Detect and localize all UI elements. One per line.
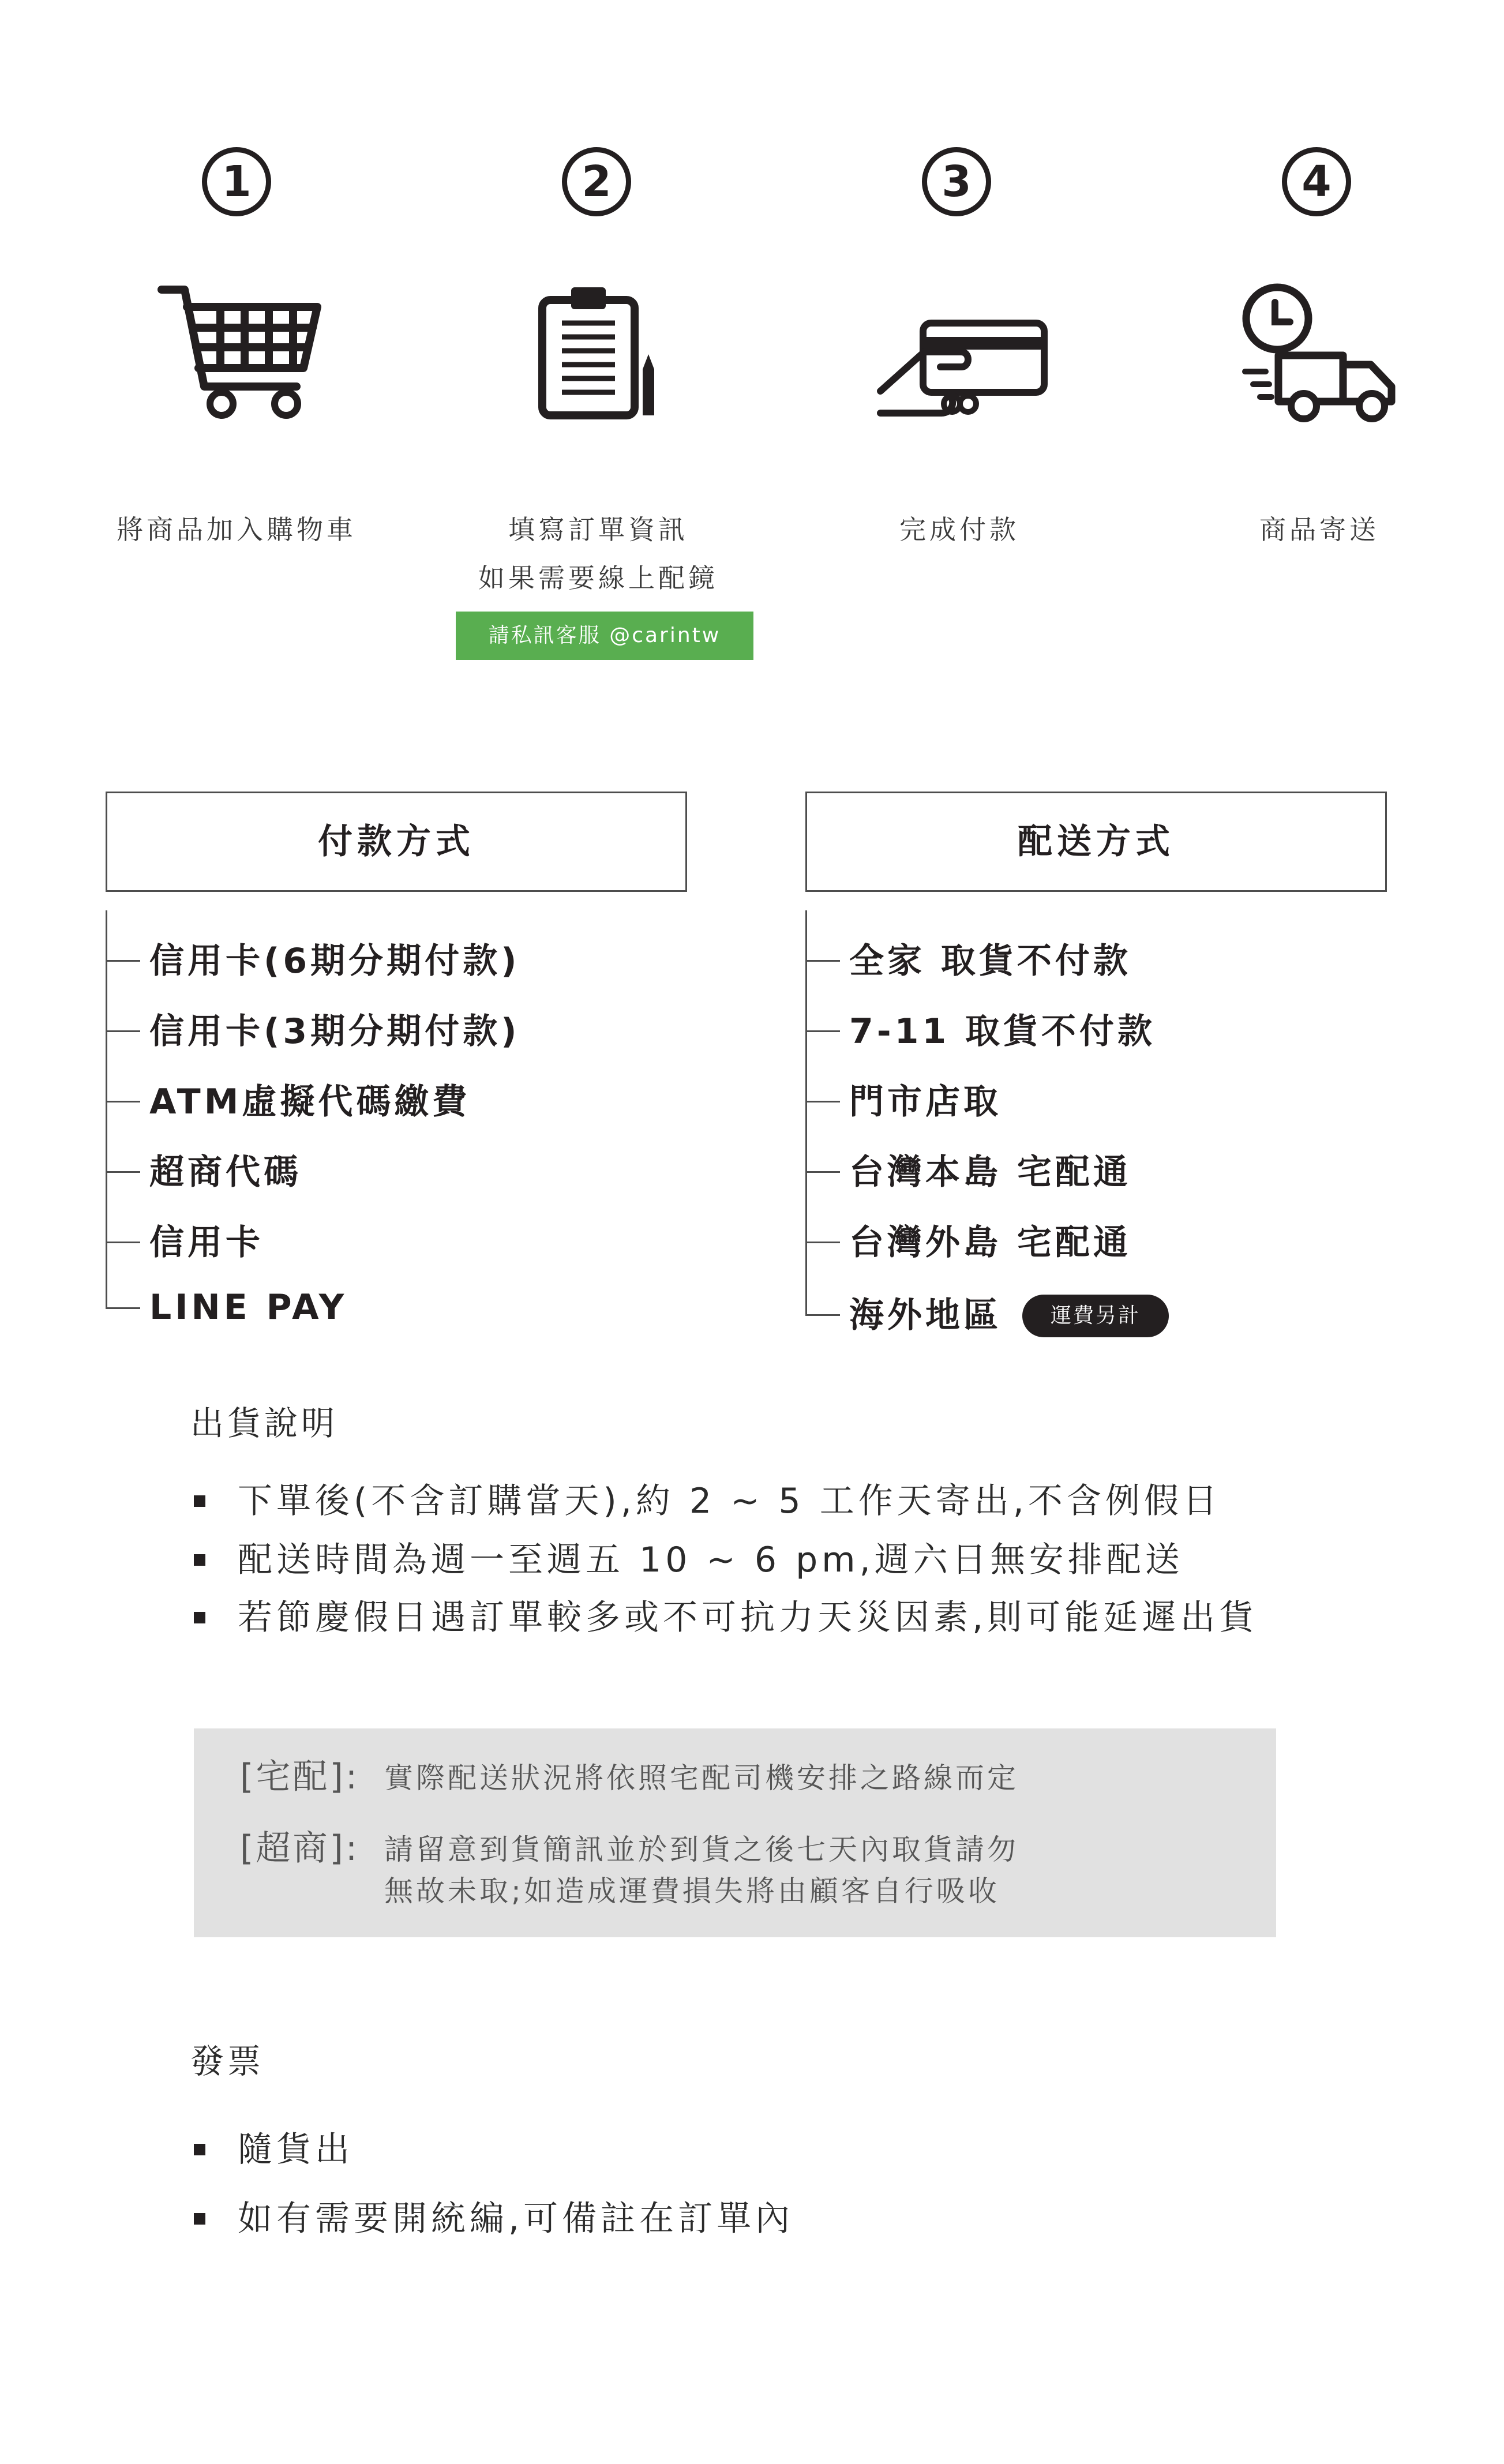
shopping-cart-icon: [157, 282, 330, 420]
store-pickup-tag: [超商]:: [240, 1828, 360, 1869]
payment-methods-header: 付款方式: [106, 792, 687, 892]
step-3-label: 完成付款: [899, 514, 1019, 545]
contact-badge[interactable]: 請私訊客服 @carintw: [456, 612, 753, 660]
shipping-fee-badge: 運費另計: [1022, 1295, 1169, 1337]
step-2-sub-label: 如果需要線上配鏡: [478, 562, 718, 594]
delivery-truck-icon: [1240, 280, 1402, 425]
delivery-tree-line: [805, 910, 807, 1316]
step-4-label: 商品寄送: [1259, 514, 1379, 545]
home-delivery-note: 實際配送狀況將依照宅配司機安排之路線而定: [384, 1761, 1019, 1795]
credit-card-icon: [877, 317, 1050, 421]
step-2-label: 填寫訂單資訊: [508, 514, 688, 545]
step-3-number: 3: [922, 147, 991, 216]
store-pickup-note-line-1: 請留意到貨簡訊並於到貨之後七天內取貨請勿: [384, 1833, 1019, 1866]
clipboard-icon: [537, 283, 663, 421]
store-pickup-note-line-2: 無故未取;如造成運費損失將由顧客自行吸收: [384, 1874, 1000, 1908]
delivery-note-box: [194, 1728, 1276, 1937]
invoice-title: 發票: [190, 2042, 265, 2081]
payment-tree-line: [106, 910, 107, 1309]
home-delivery-tag: [宅配]:: [240, 1757, 360, 1797]
step-2-number: 2: [562, 147, 631, 216]
shipping-title: 出貨說明: [190, 1404, 339, 1443]
step-1-label: 將商品加入購物車: [117, 514, 357, 545]
delivery-methods-header: 配送方式: [805, 792, 1387, 892]
step-1-number: 1: [202, 147, 271, 216]
step-4-number: 4: [1282, 147, 1351, 216]
